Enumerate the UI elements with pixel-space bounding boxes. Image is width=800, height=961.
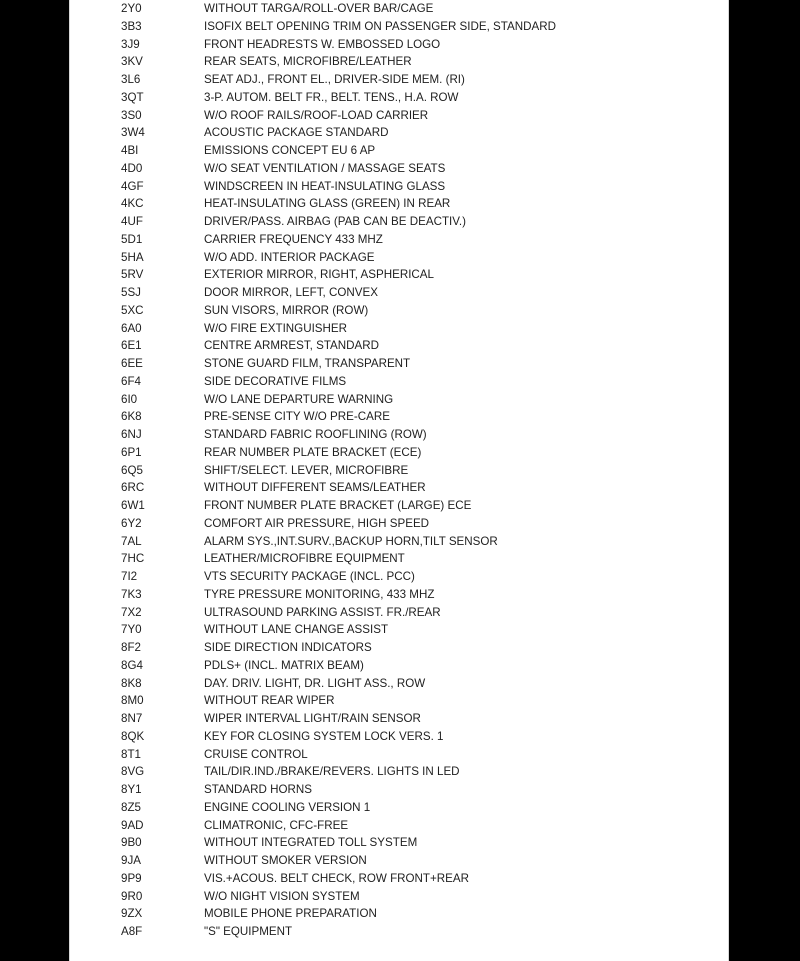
equipment-code: 6NJ (121, 428, 142, 441)
equipment-code-row (70, 763, 728, 781)
equipment-description: LEATHER/MICROFIBRE EQUIPMENT (204, 552, 405, 566)
equipment-code: 6F4 (121, 374, 141, 388)
equipment-code-row (70, 213, 728, 231)
equipment-code-row (70, 888, 728, 906)
equipment-code: 9AD (121, 818, 144, 832)
equipment-description: CENTRE ARMREST, STANDARD (204, 339, 379, 353)
equipment-code: 6K8 (121, 410, 142, 424)
equipment-description: WITHOUT INTEGRATED TOLL SYSTEM (204, 836, 418, 850)
equipment-description: W/O SEAT VENTILATION / MASSAGE SEATS (204, 161, 446, 175)
equipment-description: WITHOUT LANE CHANGE ASSIST (204, 623, 389, 637)
equipment-code: 7HC (121, 552, 145, 566)
equipment-code-row (70, 18, 728, 36)
equipment-code-row (70, 302, 728, 320)
equipment-code: 9R0 (121, 889, 143, 903)
equipment-code: 5XC (121, 303, 144, 317)
equipment-code: 6Q5 (121, 463, 143, 477)
equipment-description: REAR NUMBER PLATE BRACKET (ECE) (204, 445, 422, 459)
equipment-code: 7Y0 (121, 623, 142, 637)
equipment-code-row (70, 568, 728, 586)
equipment-code-row (70, 355, 728, 373)
equipment-description: CLIMATRONIC, CFC-FREE (204, 818, 349, 832)
equipment-description: EMISSIONS CONCEPT EU 6 AP (204, 144, 376, 157)
equipment-description: PRE-SENSE CITY W/O PRE-CARE (204, 410, 390, 424)
equipment-description: DRIVER/PASS. AIRBAG (PAB CAN BE DEACTIV.) (204, 215, 467, 228)
equipment-code-row (70, 621, 728, 639)
equipment-description: DAY. DRIV. LIGHT, DR. LIGHT ASS., ROW (204, 676, 426, 690)
equipment-code: 4UF (121, 215, 143, 228)
equipment-description: PDLS+ (INCL. MATRIX BEAM) (204, 658, 364, 672)
equipment-code: 2Y0 (121, 2, 142, 15)
equipment-code-row (70, 497, 728, 515)
equipment-code: 9ZX (121, 907, 143, 921)
equipment-description: SIDE DECORATIVE FILMS (204, 374, 347, 388)
equipment-code: 4GF (121, 179, 144, 193)
equipment-code-row (70, 710, 728, 728)
equipment-code: 9B0 (121, 836, 142, 850)
equipment-description: W/O FIRE EXTINGUISHER (204, 321, 347, 335)
equipment-code-row (70, 266, 728, 284)
equipment-description: TYRE PRESSURE MONITORING, 433 MHZ (204, 587, 435, 601)
equipment-description: ACOUSTIC PACKAGE STANDARD (204, 126, 389, 140)
equipment-description: W/O LANE DEPARTURE WARNING (204, 392, 394, 406)
equipment-code-row (70, 692, 728, 710)
equipment-code: 9JA (121, 854, 141, 867)
equipment-code: 7AL (121, 534, 142, 548)
equipment-code-row (70, 533, 728, 551)
equipment-code-row (70, 142, 728, 160)
equipment-code-row (70, 781, 728, 799)
equipment-code-row (70, 71, 728, 89)
equipment-code: 4KC (121, 197, 144, 211)
equipment-code: 3L6 (121, 73, 141, 86)
equipment-code-row (70, 195, 728, 213)
equipment-code: 6RC (121, 481, 145, 495)
equipment-code: 8Z5 (121, 800, 141, 814)
equipment-description: STANDARD FABRIC ROOFLINING (ROW) (204, 428, 427, 441)
equipment-code-row (70, 462, 728, 480)
equipment-code-row (70, 124, 728, 142)
equipment-description: W/O ROOF RAILS/ROOF-LOAD CARRIER (204, 108, 429, 122)
equipment-code-row (70, 586, 728, 604)
equipment-code-row (70, 923, 728, 941)
equipment-code-row (70, 604, 728, 622)
equipment-description: HEAT-INSULATING GLASS (GREEN) IN REAR (204, 197, 451, 211)
equipment-description: WITHOUT DIFFERENT SEAMS/LEATHER (204, 481, 426, 495)
equipment-code: 8QK (121, 729, 145, 743)
equipment-code: 6W1 (121, 499, 145, 512)
equipment-description: VIS.+ACOUS. BELT CHECK, ROW FRONT+REAR (204, 871, 469, 885)
equipment-code-row (70, 905, 728, 923)
equipment-description: VTS SECURITY PACKAGE (INCL. PCC) (204, 570, 415, 583)
equipment-code-row (70, 284, 728, 302)
equipment-description: CARRIER FREQUENCY 433 MHZ (204, 232, 383, 246)
equipment-code: 3J9 (121, 37, 140, 51)
equipment-code-row (70, 746, 728, 764)
equipment-code-row (70, 817, 728, 835)
equipment-description: ENGINE COOLING VERSION 1 (204, 800, 371, 814)
equipment-description: "S" EQUIPMENT (204, 925, 293, 938)
equipment-description: SUN VISORS, MIRROR (ROW) (204, 303, 369, 317)
equipment-code: 8M0 (121, 694, 144, 708)
equipment-description: KEY FOR CLOSING SYSTEM LOCK VERS. 1 (204, 729, 444, 743)
equipment-code: 6Y2 (121, 516, 142, 530)
equipment-code: A8F (121, 925, 143, 938)
equipment-code: 6E1 (121, 339, 142, 353)
equipment-code-row (70, 550, 728, 568)
equipment-code-row (70, 799, 728, 817)
equipment-description: EXTERIOR MIRROR, RIGHT, ASPHERICAL (204, 268, 434, 282)
equipment-code-row (70, 408, 728, 426)
equipment-description: SEAT ADJ., FRONT EL., DRIVER-SIDE MEM. (RI) (204, 73, 465, 86)
equipment-code: 8N7 (121, 712, 143, 725)
equipment-code-row (70, 178, 728, 196)
equipment-code-row (70, 231, 728, 249)
equipment-code: 5RV (121, 268, 144, 282)
equipment-code: 7X2 (121, 605, 142, 619)
equipment-code: 5SJ (121, 286, 141, 299)
equipment-description: ALARM SYS.,INT.SURV.,BACKUP HORN,TILT SENSOR (204, 534, 498, 548)
equipment-code-row (70, 479, 728, 497)
equipment-code-row (70, 391, 728, 409)
equipment-code: 7K3 (121, 587, 142, 601)
equipment-code: 3QT (121, 90, 144, 104)
equipment-description: W/O ADD. INTERIOR PACKAGE (204, 250, 375, 264)
equipment-code-row (70, 0, 728, 18)
equipment-code: 6A0 (121, 321, 142, 335)
equipment-description: WITHOUT TARGA/ROLL-OVER BAR/CAGE (204, 2, 434, 15)
equipment-description: WITHOUT REAR WIPER (204, 694, 335, 708)
equipment-code: 8T1 (121, 747, 141, 761)
equipment-description: COMFORT AIR PRESSURE, HIGH SPEED (204, 516, 430, 530)
equipment-description: 3-P. AUTOM. BELT FR., BELT. TENS., H.A. ROW (204, 90, 459, 104)
equipment-code-row (70, 36, 728, 54)
equipment-description: ISOFIX BELT OPENING TRIM ON PASSENGER SIDE, STANDARD (204, 19, 556, 33)
equipment-description: SHIFT/SELECT. LEVER, MICROFIBRE (204, 463, 409, 477)
equipment-code: 3S0 (121, 108, 142, 122)
equipment-description: WINDSCREEN IN HEAT-INSULATING GLASS (204, 179, 446, 193)
equipment-code-row (70, 426, 728, 444)
equipment-code-row (70, 107, 728, 125)
equipment-description: MOBILE PHONE PREPARATION (204, 907, 377, 921)
equipment-code-row (70, 249, 728, 267)
equipment-code-row (70, 444, 728, 462)
equipment-code-row (70, 337, 728, 355)
equipment-code: 6EE (121, 357, 143, 370)
equipment-code: 6P1 (121, 445, 142, 459)
equipment-code: 9P9 (121, 871, 142, 885)
equipment-code-row (70, 870, 728, 888)
equipment-description: FRONT NUMBER PLATE BRACKET (LARGE) ECE (204, 499, 472, 512)
equipment-code: 4BI (121, 144, 139, 157)
equipment-description: STONE GUARD FILM, TRANSPARENT (204, 357, 411, 370)
equipment-description: WIPER INTERVAL LIGHT/RAIN SENSOR (204, 712, 421, 725)
equipment-code: 8K8 (121, 676, 142, 690)
equipment-code-row (70, 373, 728, 391)
equipment-code-row (70, 834, 728, 852)
equipment-code: 6I0 (121, 392, 138, 406)
equipment-code: 4D0 (121, 161, 143, 175)
equipment-code: 7I2 (121, 570, 138, 583)
equipment-code-row (70, 53, 728, 71)
equipment-code: 8Y1 (121, 783, 142, 796)
equipment-description: ULTRASOUND PARKING ASSIST. FR./REAR (204, 605, 441, 619)
equipment-code: 3B3 (121, 19, 142, 33)
equipment-code: 5HA (121, 250, 144, 264)
equipment-code-row (70, 675, 728, 693)
equipment-code-row (70, 728, 728, 746)
equipment-code-row (70, 320, 728, 338)
equipment-code-row (70, 89, 728, 107)
equipment-description: CRUISE CONTROL (204, 747, 308, 761)
equipment-description: FRONT HEADRESTS W. EMBOSSED LOGO (204, 37, 441, 51)
equipment-code-row (70, 639, 728, 657)
equipment-code: 3W4 (121, 126, 145, 140)
equipment-code: 3KV (121, 55, 143, 69)
equipment-description: REAR SEATS, MICROFIBRE/LEATHER (204, 55, 412, 69)
document-page (69, 0, 729, 961)
equipment-code: 8F2 (121, 641, 141, 654)
equipment-code-row (70, 852, 728, 870)
equipment-description: TAIL/DIR.IND./BRAKE/REVERS. LIGHTS IN LED (204, 765, 460, 779)
equipment-code: 8G4 (121, 658, 143, 672)
equipment-code-row (70, 657, 728, 675)
equipment-description: WITHOUT SMOKER VERSION (204, 854, 367, 867)
equipment-description: DOOR MIRROR, LEFT, CONVEX (204, 286, 378, 299)
equipment-code-row (70, 160, 728, 178)
equipment-description: W/O NIGHT VISION SYSTEM (204, 889, 360, 903)
equipment-code-row (70, 515, 728, 533)
equipment-description: STANDARD HORNS (204, 783, 313, 796)
equipment-description: SIDE DIRECTION INDICATORS (204, 641, 372, 654)
equipment-code: 5D1 (121, 232, 143, 246)
equipment-code: 8VG (121, 765, 145, 779)
